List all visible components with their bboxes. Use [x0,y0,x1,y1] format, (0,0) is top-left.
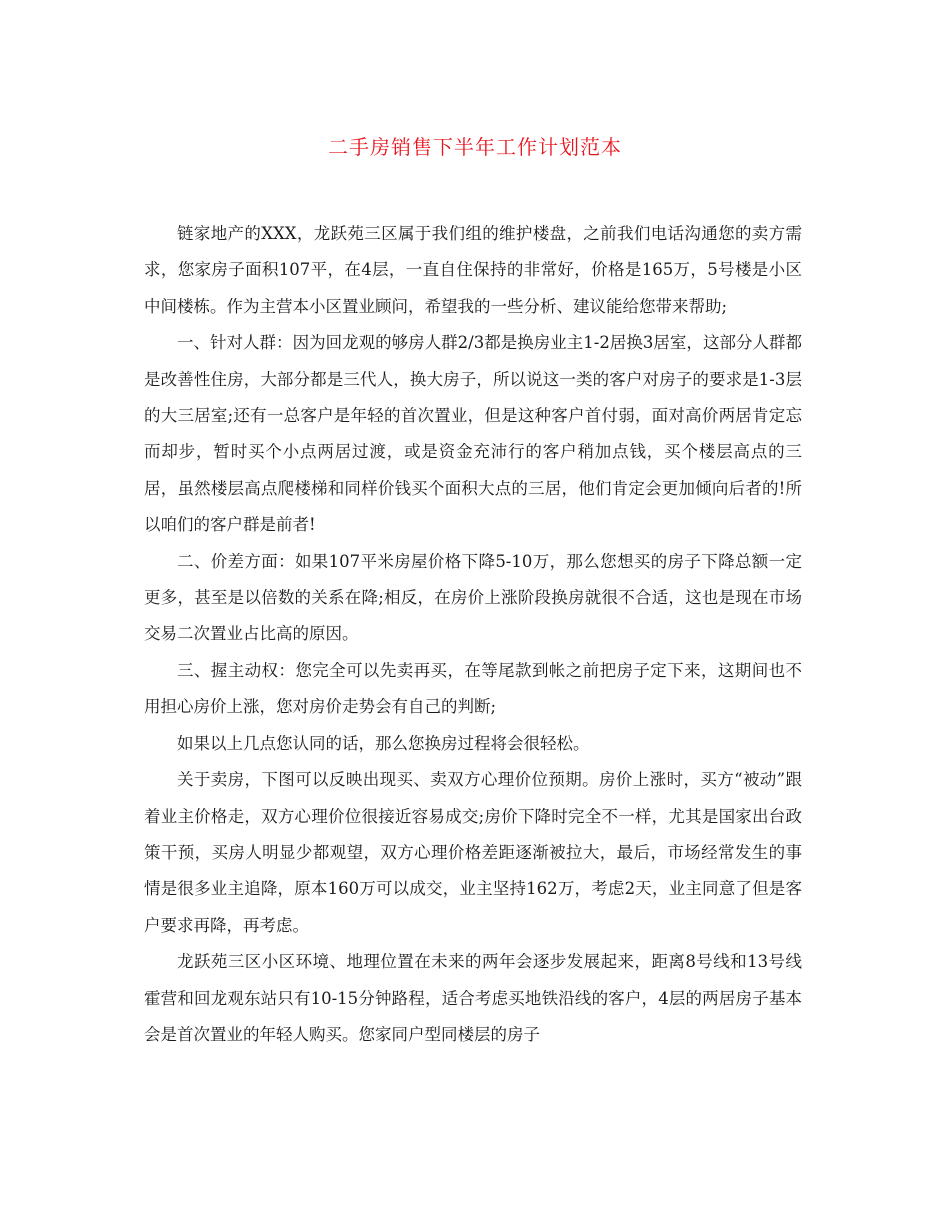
paragraph-initiative: 三、握主动权：您完全可以先卖再买，在等尾款到帐之前把房子定下来，这期间也不用担心房价上涨，您对房价走势会有自己的判断; [144,660,802,717]
paragraph-location: 龙跃苑三区小区环境、地理位置在未来的两年会逐步发展起来，距离8号线和13号线霍营和回龙观东站只有10-15分钟路程，适合考虑买地铁沿线的客户，4层的两居房子基本会是首次置业的年轻人购买。您家同户型同楼层的房子 [144,952,802,1044]
paragraph-intro: 链家地产的XXX，龙跃苑三区属于我们组的维护楼盘，之前我们电话沟通您的卖方需求，您家房子面积107平，在4层，一直自住保持的非常好，价格是165万，5号楼是小区中间楼栋。作为主营本小区置业顾问，希望我的一些分析、建议能给您带来帮助; [144,224,802,316]
paragraph-selling: 关于卖房，下图可以反映出现买、卖双方心理价位预期。房价上涨时，买方“被动”跟着业主价格走，双方心理价位很接近容易成交;房价下降时完全不一样，尤其是国家出台政策干预，买房人明显少都观望，双方心理价格差距逐渐被拉大，最后，市场经常发生的事情是很多业主追降，原本160万可以成交，业主坚持162万，考虑2天，业主同意了但是客户要求再降，再考虑。 [144,770,802,935]
paragraph-price-difference: 二、价差方面：如果107平米房屋价格下降5-10万，那么您想买的房子下降总额一定更多，甚至是以倍数的关系在降;相反，在房价上涨阶段换房就很不合适，这也是现在市场交易二次置业占比高的原因。 [144,551,802,644]
document-body [144,216,802,1053]
paragraph-agreement: 如果以上几点您认同的话，那么您换房过程将会很轻松。 [177,733,590,753]
paragraph-target-group: 一、针对人群：因为回龙观的够房人群2/3都是换房业主1-2居换3居室，这部分人群都是改善性住房，大部分都是三代人，换大房子，所以说这一类的客户对房子的要求是1-3层的大三居室;还有一总客户是年轻的首次置业，但是这种客户首付弱，面对高价两居肯定忘而却步，暂时买个小点两居过渡，或是资金充沛行的客户稍加点钱，买个楼层高点的三居，虽然楼层高点爬楼梯和同样价钱买个面积大点的三居，他们肯定会更加倾向后者的!所以咱们的客户群是前者! [144,333,802,535]
document-title: 二手房销售下半年工作计划范本 [328,135,622,159]
